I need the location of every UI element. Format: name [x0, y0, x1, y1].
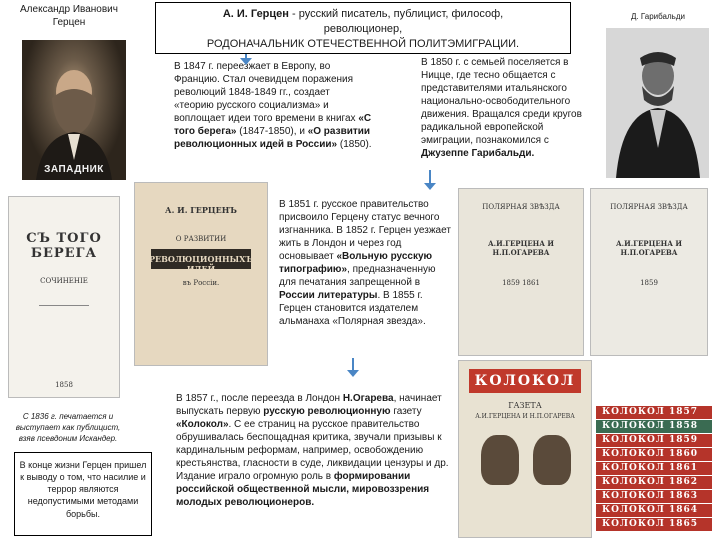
spine-8: КОЛОКОЛ 1864	[596, 504, 712, 517]
header-box	[155, 2, 571, 54]
book-polar-star-2-authors: А.И.ГЕРЦЕНА И Н.П.ОГАРЕВА	[615, 239, 683, 257]
block-1851-text3: . В 1855 г. Герцен становится издателем альманаха «Полярная звезда».	[279, 290, 426, 327]
spine-3: КОЛОКОЛ 1859	[596, 434, 712, 447]
spine-1: КОЛОКОЛ 1857	[596, 406, 712, 419]
garibaldi-name: Д. Гарибальди	[631, 12, 685, 21]
kolokol-spines	[596, 406, 712, 536]
book-polar-star-2	[590, 188, 708, 356]
block-1857-impact: формировании российской общественной мысли, мировоззрения молодых революционеров.	[176, 471, 430, 508]
block-1851-text1: В 1851 г. русское правительство присвоило Герцену статус вечного изгнанника. В 1852 г. Герцен уезжает жить в Лондон и через год основывает	[279, 199, 451, 262]
book-s-togo-berega-year: 1858	[55, 381, 73, 389]
header-line2: революционер,	[323, 22, 403, 35]
book-o-razvitii-author: А. И. ГЕРЦЕНЪ	[165, 205, 237, 215]
block-1857-text1: В 1857 г., после переезда в Лондон	[176, 393, 343, 404]
spine-7: КОЛОКОЛ 1863	[596, 490, 712, 503]
book-kolokol	[458, 360, 592, 538]
herzen-occupations: - русский писатель, публицист, философ,	[288, 8, 504, 20]
westernizer-label: ЗАПАДНИК	[44, 164, 104, 175]
block-1850	[421, 56, 597, 160]
herzen-name: Александр Иванович Герцен	[20, 4, 118, 28]
header-line1	[156, 7, 570, 22]
block-1851-press: «Вольную русскую типографию»	[279, 251, 433, 275]
herzen-portrait-drawing	[22, 40, 126, 180]
book-polar-star-1	[458, 188, 584, 356]
spine-6: КОЛОКОЛ 1862	[596, 476, 712, 489]
block-1857-revolutionary: русскую революционную	[263, 406, 391, 417]
block-1857	[176, 392, 456, 509]
block-1851-text2: , предназначенную для печатания запрещенной в	[279, 264, 436, 288]
herzen-portrait	[22, 40, 126, 180]
book-kolokol-sub: ГАЗЕТА	[508, 401, 542, 410]
block-1857-kolokol: «Колокол»	[176, 419, 229, 430]
conclusion-box: В конце жизни Герцен пришел к выводу о том, что насилие и террор являются недопустимыми методами борьбы.	[14, 452, 152, 536]
book-divider	[39, 305, 89, 306]
pseudonym-note: С 1836 г. печатается и выступает как публицист, взяв псевдоним Искандер.	[15, 412, 121, 443]
spine-5: КОЛОКОЛ 1861	[596, 462, 712, 475]
block-1851-russia: России литературы	[279, 290, 378, 301]
arrow-1851-1857-head	[347, 370, 359, 377]
block-1847-text1: В 1847 г. переезжает в Европу, во Францию. Стал очевидцем поражения революций 1848-1849 гг., создает «теорию русского социализма» и воплощает идеи того времени в книгах	[174, 61, 359, 124]
book-o-razvitii	[134, 182, 268, 366]
book-kolokol-sub2: А.И.ГЕРЦЕНА И Н.П.ОГАРЕВА	[475, 413, 575, 420]
book-s-togo-berega-title: СЪ ТОГО БЕРЕГА	[26, 231, 102, 261]
book-polar-star-2-title: ПОЛЯРНАЯ ЗВѢЗДА	[610, 203, 688, 211]
book-polar-star-1-year: 1859 1861	[502, 279, 540, 287]
spine-9: КОЛОКОЛ 1865	[596, 518, 712, 531]
block-1850-garibaldi: Джузеппе Гарибальди.	[421, 148, 535, 159]
book-kolokol-portrait-1	[481, 435, 519, 485]
block-1847-book1: «С того берега»	[174, 113, 372, 137]
block-1857-ogarev: Н.Огарева	[342, 393, 394, 404]
book-polar-star-1-authors: А.И.ГЕРЦЕНА И Н.П.ОГАРЕВА	[487, 239, 555, 257]
spine-4: КОЛОКОЛ 1860	[596, 448, 712, 461]
spine-2: КОЛОКОЛ 1858	[596, 420, 712, 433]
book-polar-star-2-year: 1859	[640, 279, 658, 287]
block-1857-text4: . С ее страниц на русское правительство обрушивалась беспощадная критика, звучали призывы к кардинальным реформам, например, освобождению крестьянства, гласности в суде, ликвидации цензуры и др. Издание играло огромную роль в	[176, 419, 449, 482]
book-kolokol-title: КОЛОКОЛ	[474, 373, 576, 389]
book-o-razvitii-title: РЕВОЛЮЦИОННЫХЪ ИДЕЙ	[148, 254, 254, 274]
book-kolokol-portrait-2	[533, 435, 571, 485]
block-1847-text3: (1850).	[337, 139, 372, 150]
book-polar-star-1-title: ПОЛЯРНАЯ ЗВѢЗДА	[482, 203, 560, 211]
block-1847-book2: «О развитии революционных идей в России»	[174, 126, 371, 150]
garibaldi-portrait	[606, 28, 709, 178]
block-1850-text1: В 1850 г. с семьей поселяется в Ницце, где тесно общается с представителями итальянского национально-освободительного движения. Вращался среди кругов радикальной европейской эмиграции, познакомился с	[421, 57, 582, 146]
block-1847-text2: (1847-1850), и	[236, 126, 308, 137]
arrow-header-1847-head	[240, 58, 252, 65]
header-line3: РОДОНАЧАЛЬНИК ОТЕЧЕСТВЕННОЙ ПОЛИТЭМИГРАЦИИ.	[206, 37, 520, 50]
block-1851	[279, 198, 453, 328]
arrow-1850-1851-head	[424, 183, 436, 190]
block-1857-text2: , начинает выпускать первую	[176, 393, 442, 417]
block-1847	[174, 60, 372, 151]
book-o-razvitii-line1: О РАЗВИТИИ	[175, 235, 227, 243]
book-s-togo-berega	[8, 196, 120, 398]
book-s-togo-berega-sub: СОЧИНЕНІЕ	[40, 277, 88, 285]
garibaldi-portrait-drawing	[606, 28, 709, 178]
herzen-title: А. И. Герцен	[222, 8, 289, 20]
block-1857-text3: газету	[390, 406, 422, 417]
book-o-razvitii-line3: въ Россіи.	[182, 279, 220, 287]
